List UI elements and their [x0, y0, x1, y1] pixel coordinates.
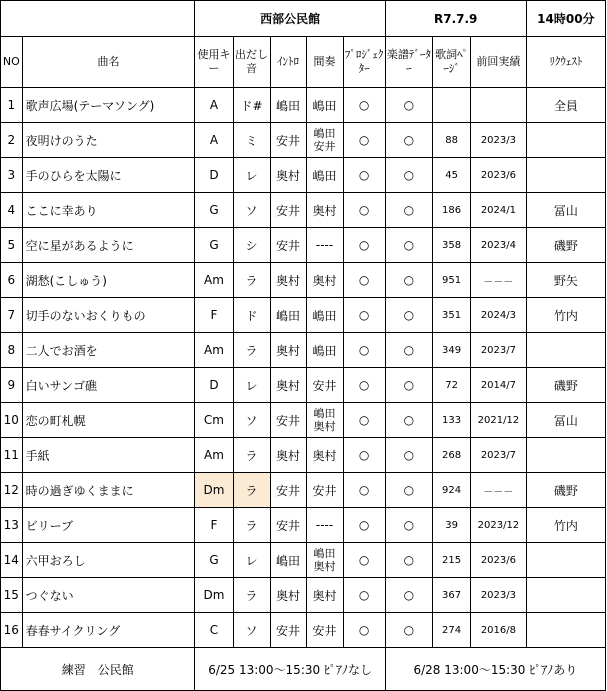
footer-row: [1, 648, 606, 691]
key-cell: Am: [195, 438, 233, 473]
start-note-cell: レ: [233, 158, 270, 193]
score-data-cell: ○: [385, 368, 432, 403]
lyrics-page-cell: 215: [433, 543, 471, 578]
request-cell: 磯野: [526, 228, 605, 263]
score-data-cell: ○: [385, 228, 432, 263]
interlude-cell: 安井: [306, 613, 343, 648]
last-performed-cell: 2016/8: [471, 613, 527, 648]
start-note-cell: ラ: [233, 263, 270, 298]
last-performed-cell: 2023/7: [471, 438, 527, 473]
last-performed-cell: 2023/3: [471, 123, 527, 158]
last-performed-cell: 2023/6: [471, 158, 527, 193]
key-cell: D: [195, 368, 233, 403]
key-cell: D: [195, 158, 233, 193]
score-data-cell: ○: [385, 333, 432, 368]
start-note-cell: レ: [233, 543, 270, 578]
key-cell: A: [195, 123, 233, 158]
score-data-cell: ○: [385, 158, 432, 193]
intro-cell: 奥村: [270, 368, 306, 403]
row-number: 7: [1, 298, 23, 333]
song-title: 二人でお酒を: [22, 333, 195, 368]
session-1: 6/25 13:00～15:30 ﾋﾟｱﾉなし: [195, 648, 385, 691]
start-note-cell: ラ: [233, 473, 270, 508]
last-performed-cell: 2021/12: [471, 403, 527, 438]
table-row: [1, 193, 606, 228]
key-cell: G: [195, 193, 233, 228]
interlude-cell: 奥村: [306, 263, 343, 298]
row-number: 4: [1, 193, 23, 228]
lyrics-page-cell: 349: [433, 333, 471, 368]
request-cell: [526, 543, 605, 578]
last-performed-cell: 2023/4: [471, 228, 527, 263]
song-title: ビリーブ: [22, 508, 195, 543]
request-cell: [526, 123, 605, 158]
projector-cell: ○: [343, 543, 385, 578]
lyrics-page-cell: 951: [433, 263, 471, 298]
song-title: 湖愁(こしゅう): [22, 263, 195, 298]
lyrics-page-cell: 367: [433, 578, 471, 613]
key-cell: Am: [195, 263, 233, 298]
col-request: ﾘｸｳｪｽﾄ: [526, 37, 605, 88]
start-note-cell: ド#: [233, 88, 270, 123]
projector-cell: ○: [343, 88, 385, 123]
start-note-cell: ソ: [233, 613, 270, 648]
interlude-cell: ----: [306, 508, 343, 543]
table-row: [1, 543, 606, 578]
col-no: NO: [1, 37, 23, 88]
intro-cell: 嶋田: [270, 88, 306, 123]
projector-cell: ○: [343, 298, 385, 333]
request-cell: 冨山: [526, 403, 605, 438]
score-data-cell: ○: [385, 88, 432, 123]
intro-cell: 安井: [270, 613, 306, 648]
key-cell: Cm: [195, 403, 233, 438]
score-data-cell: ○: [385, 578, 432, 613]
start-note-cell: ド: [233, 298, 270, 333]
interlude-cell: 嶋田: [306, 298, 343, 333]
interlude-cell: 安井: [306, 368, 343, 403]
score-data-cell: ○: [385, 473, 432, 508]
projector-cell: ○: [343, 158, 385, 193]
song-title: ここに幸あり: [22, 193, 195, 228]
table-row: [1, 88, 606, 123]
lyrics-page-cell: 45: [433, 158, 471, 193]
score-data-cell: ○: [385, 438, 432, 473]
table-row: [1, 228, 606, 263]
table-row: [1, 263, 606, 298]
request-cell: [526, 333, 605, 368]
interlude-cell: 奥村: [306, 438, 343, 473]
row-number: 14: [1, 543, 23, 578]
interlude-cell: 嶋田 奥村: [306, 543, 343, 578]
time-cell: 14時00分: [526, 1, 605, 37]
key-cell: G: [195, 543, 233, 578]
lyrics-page-cell: 39: [433, 508, 471, 543]
request-cell: [526, 613, 605, 648]
song-title: 歌声広場(テーマソング): [22, 88, 195, 123]
row-number: 6: [1, 263, 23, 298]
song-title: 白いサンゴ礁: [22, 368, 195, 403]
intro-cell: 安井: [270, 123, 306, 158]
last-performed-cell: 2014/7: [471, 368, 527, 403]
interlude-cell: 嶋田 安井: [306, 123, 343, 158]
song-title: 春春サイクリング: [22, 613, 195, 648]
request-cell: 磯野: [526, 368, 605, 403]
song-title: 夜明けのうた: [22, 123, 195, 158]
key-cell: Am: [195, 333, 233, 368]
col-intro: ｲﾝﾄﾛ: [270, 37, 306, 88]
key-cell: F: [195, 508, 233, 543]
key-cell: G: [195, 228, 233, 263]
intro-cell: 奥村: [270, 438, 306, 473]
intro-cell: 安井: [270, 193, 306, 228]
projector-cell: ○: [343, 228, 385, 263]
lyrics-page-cell: 88: [433, 123, 471, 158]
song-title: 手のひらを太陽に: [22, 158, 195, 193]
lyrics-page-cell: 274: [433, 613, 471, 648]
row-number: 11: [1, 438, 23, 473]
row-number: 5: [1, 228, 23, 263]
col-interlude: 間奏: [306, 37, 343, 88]
table-row: [1, 368, 606, 403]
start-note-cell: ラ: [233, 333, 270, 368]
table-row: [1, 438, 606, 473]
request-cell: [526, 438, 605, 473]
row-number: 12: [1, 473, 23, 508]
song-title: 六甲おろし: [22, 543, 195, 578]
key-cell: Dm: [195, 578, 233, 613]
last-performed-cell: －－－: [471, 263, 527, 298]
lyrics-page-cell: 351: [433, 298, 471, 333]
request-cell: 磯野: [526, 473, 605, 508]
intro-cell: 奥村: [270, 578, 306, 613]
last-performed-cell: 2023/7: [471, 333, 527, 368]
projector-cell: ○: [343, 193, 385, 228]
column-header-row: [1, 37, 606, 88]
score-data-cell: ○: [385, 508, 432, 543]
row-number: 1: [1, 88, 23, 123]
session-2: 6/28 13:00～15:30 ﾋﾟｱﾉあり: [385, 648, 605, 691]
score-data-cell: ○: [385, 298, 432, 333]
intro-cell: 安井: [270, 403, 306, 438]
start-note-cell: ソ: [233, 193, 270, 228]
table-row: [1, 473, 606, 508]
score-data-cell: ○: [385, 193, 432, 228]
row-number: 13: [1, 508, 23, 543]
projector-cell: ○: [343, 438, 385, 473]
start-note-cell: シ: [233, 228, 270, 263]
table-row: [1, 123, 606, 158]
request-cell: [526, 158, 605, 193]
row-number: 16: [1, 613, 23, 648]
score-data-cell: ○: [385, 613, 432, 648]
row-number: 8: [1, 333, 23, 368]
intro-cell: 嶋田: [270, 298, 306, 333]
intro-cell: 安井: [270, 228, 306, 263]
intro-cell: 安井: [270, 473, 306, 508]
score-data-cell: ○: [385, 123, 432, 158]
projector-cell: ○: [343, 263, 385, 298]
intro-cell: 奥村: [270, 263, 306, 298]
song-title: 手紙: [22, 438, 195, 473]
row-number: 3: [1, 158, 23, 193]
song-title: 切手のないおくりもの: [22, 298, 195, 333]
last-performed-cell: 2024/3: [471, 298, 527, 333]
venue-cell: 西部公民館: [195, 1, 385, 37]
table-row: [1, 158, 606, 193]
last-performed-cell: －－－: [471, 473, 527, 508]
key-cell: A: [195, 88, 233, 123]
intro-cell: 奥村: [270, 158, 306, 193]
last-performed-cell: [471, 88, 527, 123]
projector-cell: ○: [343, 508, 385, 543]
table-row: [1, 333, 606, 368]
interlude-cell: 嶋田 奥村: [306, 403, 343, 438]
interlude-cell: ----: [306, 228, 343, 263]
request-cell: [526, 578, 605, 613]
projector-cell: ○: [343, 578, 385, 613]
col-song: 曲名: [22, 37, 195, 88]
projector-cell: ○: [343, 368, 385, 403]
score-data-cell: ○: [385, 263, 432, 298]
lyrics-page-cell: 133: [433, 403, 471, 438]
row-number: 15: [1, 578, 23, 613]
col-score-data: 楽譜ﾃﾞｰﾀｰ: [385, 37, 432, 88]
song-title: つぐない: [22, 578, 195, 613]
interlude-cell: 嶋田: [306, 333, 343, 368]
interlude-cell: 奥村: [306, 193, 343, 228]
start-note-cell: レ: [233, 368, 270, 403]
request-cell: 竹内: [526, 508, 605, 543]
lyrics-page-cell: [433, 88, 471, 123]
song-title: 空に星があるように: [22, 228, 195, 263]
last-performed-cell: 2024/1: [471, 193, 527, 228]
row-number: 10: [1, 403, 23, 438]
lyrics-page-cell: 358: [433, 228, 471, 263]
score-data-cell: ○: [385, 403, 432, 438]
request-cell: 野矢: [526, 263, 605, 298]
key-cell: Dm: [195, 473, 233, 508]
projector-cell: ○: [343, 403, 385, 438]
intro-cell: 安井: [270, 508, 306, 543]
request-cell: 全員: [526, 88, 605, 123]
start-note-cell: ラ: [233, 578, 270, 613]
song-title: 時の過ぎゆくままに: [22, 473, 195, 508]
lyrics-page-cell: 72: [433, 368, 471, 403]
col-projector: ﾌﾟﾛｼﾞｪｸﾀｰ: [343, 37, 385, 88]
song-title: 恋の町札幌: [22, 403, 195, 438]
col-last-performed: 前回実績: [471, 37, 527, 88]
start-note-cell: ラ: [233, 438, 270, 473]
last-performed-cell: 2023/12: [471, 508, 527, 543]
last-performed-cell: 2023/3: [471, 578, 527, 613]
intro-cell: 嶋田: [270, 543, 306, 578]
interlude-cell: 安井: [306, 473, 343, 508]
projector-cell: ○: [343, 473, 385, 508]
interlude-cell: 奥村: [306, 578, 343, 613]
header-row: [1, 1, 606, 37]
col-key: 使用キー: [195, 37, 233, 88]
date-cell: R7.7.9: [385, 1, 526, 37]
start-note-cell: ミ: [233, 123, 270, 158]
score-data-cell: ○: [385, 543, 432, 578]
lyrics-page-cell: 268: [433, 438, 471, 473]
key-cell: C: [195, 613, 233, 648]
row-number: 9: [1, 368, 23, 403]
interlude-cell: 嶋田: [306, 158, 343, 193]
key-cell: F: [195, 298, 233, 333]
table-row: [1, 508, 606, 543]
row-number: 2: [1, 123, 23, 158]
intro-cell: 奥村: [270, 333, 306, 368]
lyrics-page-cell: 924: [433, 473, 471, 508]
request-cell: 竹内: [526, 298, 605, 333]
last-performed-cell: 2023/6: [471, 543, 527, 578]
start-note-cell: ソ: [233, 403, 270, 438]
col-lyrics-page: 歌詞ﾍﾟｰｼﾞ: [433, 37, 471, 88]
start-note-cell: ラ: [233, 508, 270, 543]
projector-cell: ○: [343, 613, 385, 648]
col-start-note: 出だし音: [233, 37, 270, 88]
table-row: [1, 298, 606, 333]
table-row: [1, 403, 606, 438]
projector-cell: ○: [343, 123, 385, 158]
lyrics-page-cell: 186: [433, 193, 471, 228]
table-row: [1, 613, 606, 648]
table-row: [1, 578, 606, 613]
projector-cell: ○: [343, 333, 385, 368]
practice-label: 練習 公民館: [1, 648, 195, 691]
interlude-cell: 嶋田: [306, 88, 343, 123]
request-cell: 冨山: [526, 193, 605, 228]
header-blank: [1, 1, 195, 37]
